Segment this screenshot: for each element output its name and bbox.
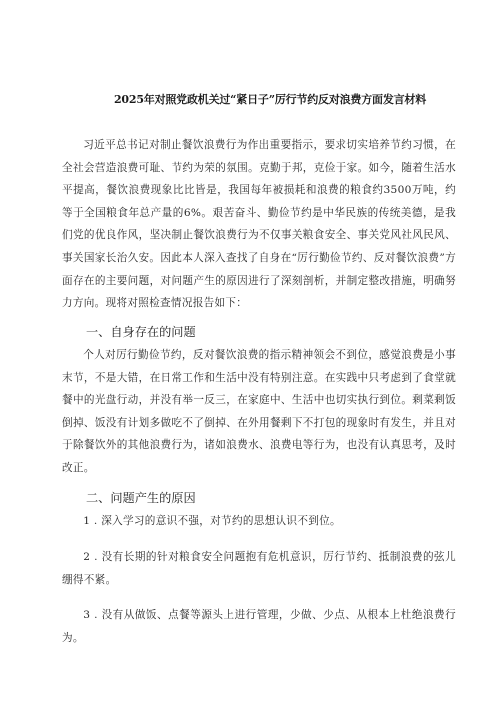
cause-item-2: 2 . 没有长期的针对粮食安全问题抱有危机意识，厉行节约、抵制浪费的弦儿绷得不紧。 — [62, 551, 456, 586]
cause-item-1: 1 . 深入学习的意识不强，对节约的思想认识不到位。 — [83, 515, 341, 527]
section-1-paragraph: 个人对厉行勤俭节约，反对餐饮浪费的指示精神领会不到位，感觉浪费是小事末节，不是大错，在日常工作和生活中没有特别注意。在实践中只考虑到了食堂就餐中的光盘行动，并没有举一反三，在家庭中、生活中也切实执行到位。剩菜剩饭倒掉、饭没有计划多做吃不了倒掉、在外用餐剩下不打包的现象时有发生，并且对于除餐饮外的其他浪费行为，诸如浪费水、浪费电等行为，也没有认真思考，及时改正。 — [62, 349, 456, 474]
cause-item-3: 3 . 没有从做饭、点餐等源头上进行管理，少做、少点、从根本上杜绝浪费行为。 — [62, 609, 456, 644]
intro-paragraph: 习近平总书记对制止餐饮浪费行为作出重要指示，要求切实培养节约习惯，在全社会营造浪费可耻、节约为荣的氛围。克勤于邦，克俭于家。如今，随着生活水平提高，餐饮浪费现象比比皆是，我国每年被损耗和浪费的粮食约3500万吨，约等于全国粮食年总产量的6%。艰苦奋斗、勤俭节约是中华民族的传统美德，是我们党的优良作风，坚决制止餐饮浪费行为不仅事关粮食安全、事关党风社风民风、事关国家长治久安。因此本人深入查找了自身在“厉行勤俭节约、反对餐饮浪费”方面存在的主要问题，对问题产生的原因进行了深刻剖析，并制定整改措施，明确努力方向。现将对照检查情况报告如下： — [62, 139, 456, 310]
section-2-heading: 二、问题产生的原因 — [86, 491, 196, 505]
document-title: 2025年对照党政机关过“紧日子”厉行节约反对浪费方面发言材料 — [113, 93, 427, 106]
section-1-heading: 一、自身存在的问题 — [86, 325, 196, 339]
